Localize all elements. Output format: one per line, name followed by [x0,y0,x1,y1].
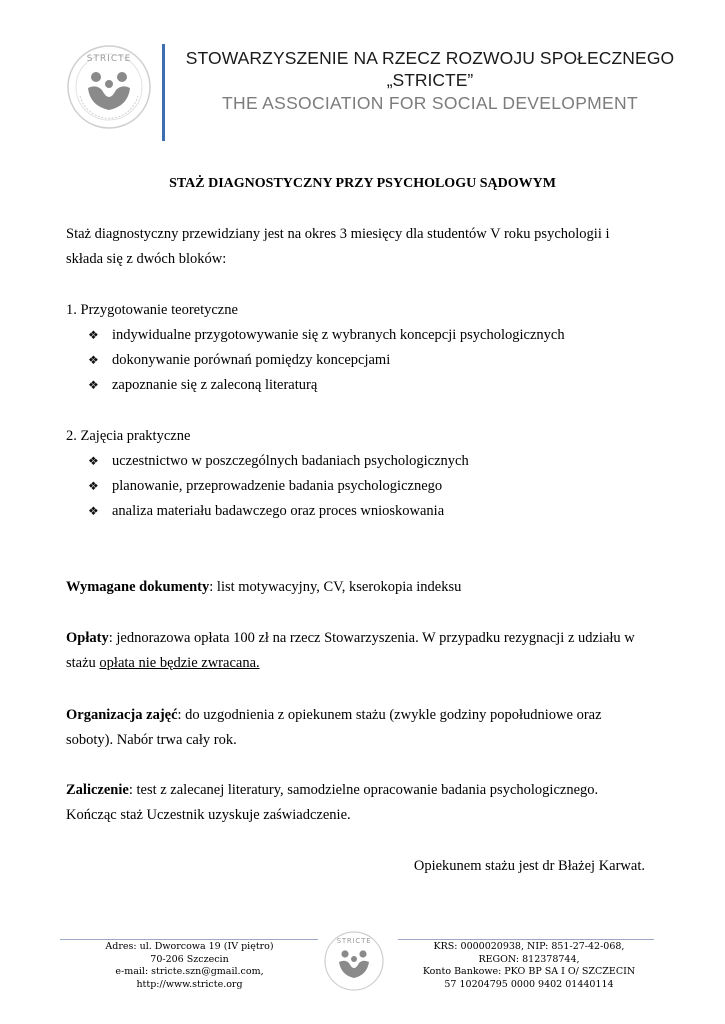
list-item: ❖ planowanie, przeprowadzenie badania psychologicznego [88,478,443,494]
diamond-bullet-icon: ❖ [88,454,99,468]
completion-label: Zaliczenie [66,782,129,798]
completion-line-1: Zaliczenie: test z zalecanej literatury, samodzielne opracowanie badania psychologicznego. [66,782,599,798]
footer-bank-account: 57 10204795 0000 9402 01440114 [444,978,614,990]
supervisor-note: Opiekunem stażu jest dr Błażej Karwat. [413,858,645,874]
organization-line-1: Organizacja zajęć: do uzgodnienia z opiekunem stażu (zwykle godziny popołudniowe oraz [66,707,602,723]
svg-text:STRICTE: STRICTE [86,54,132,64]
organization-line-2: soboty). Nabór trwa cały rok. [66,732,237,748]
footer-rule-right [398,939,654,940]
diamond-bullet-icon: ❖ [88,378,99,392]
list-item: ❖ uczestnictwo w poszczególnych badaniach psychologicznych [88,453,469,469]
org-name-short: „STRICTE” [386,70,474,90]
completion-line-2: Kończąc staż Uczestnik uzyskuje zaświadczenie. [66,807,351,823]
fees-label: Opłaty [66,630,109,646]
footer-address: Adres: ul. Dworcowa 19 (IV piętro) 70-206 Szczecin e-mail: stricte.szn@gmail.com, http://www.stricte.org [62,941,317,991]
list-item: ❖ dokonywanie porównań pomiędzy koncepcjami [88,352,391,368]
list-item: ❖ analiza materiału badawczego oraz proces wnioskowania [88,503,445,519]
footer-registration: KRS: 0000020938, NIP: 851-27-42-068, REGON: 812378744, Konto Bankowe: PKO BP SA I O/ SZCZECIN 57 10204795 0000 9402 01440114 [398,941,660,991]
header-divider [162,44,165,141]
org-name-english: THE ASSOCIATION FOR SOCIAL DEVELOPMENT [222,93,638,113]
footer-website-link[interactable]: http://www.stricte.org [136,978,243,990]
org-name-polish: STOWARZYSZENIE NA RZECZ ROZWOJU SPOŁECZNEGO [185,48,675,68]
svg-text:STRICTE: STRICTE [336,937,372,945]
no-refund-note: opłata nie będzie zwracana. [99,655,260,671]
stricte-footer-logo [323,930,385,992]
block2-heading: 2. Zajęcia praktyczne [66,428,191,444]
diamond-bullet-icon: ❖ [88,504,99,518]
diamond-bullet-icon: ❖ [88,353,99,367]
required-documents: Wymagane dokumenty: list motywacyjny, CV, kserokopia indeksu [66,579,462,595]
list-item: ❖ zapoznanie się z zaleconą literaturą [88,377,318,393]
document-title: STAŻ DIAGNOSTYCZNY PRZY PSYCHOLOGU SĄDOWYM [169,176,556,191]
footer-email: e-mail: stricte.szn@gmail.com, [115,966,264,977]
footer-rule-left [60,939,318,940]
list-item: ❖ indywidualne przygotowywanie się z wybranych koncepcji psychologicznych [88,327,565,343]
block1-heading: 1. Przygotowanie teoretyczne [66,302,238,318]
fees-line-2: stażu opłata nie będzie zwracana. [66,655,260,671]
required-documents-label: Wymagane dokumenty [66,579,210,595]
fees-line-1: Opłaty: jednorazowa opłata 100 zł na rzecz Stowarzyszenia. W przypadku rezygnacji z udziału w [66,630,635,646]
diamond-bullet-icon: ❖ [88,328,99,342]
intro-line-2: składa się z dwóch bloków: [66,251,227,267]
intro-line-1: Staż diagnostyczny przewidziany jest na okres 3 miesięcy dla studentów V roku psychologii i [66,226,610,242]
stricte-logo [66,44,152,130]
diamond-bullet-icon: ❖ [88,479,99,493]
organization-label: Organizacja zajęć [66,707,178,723]
